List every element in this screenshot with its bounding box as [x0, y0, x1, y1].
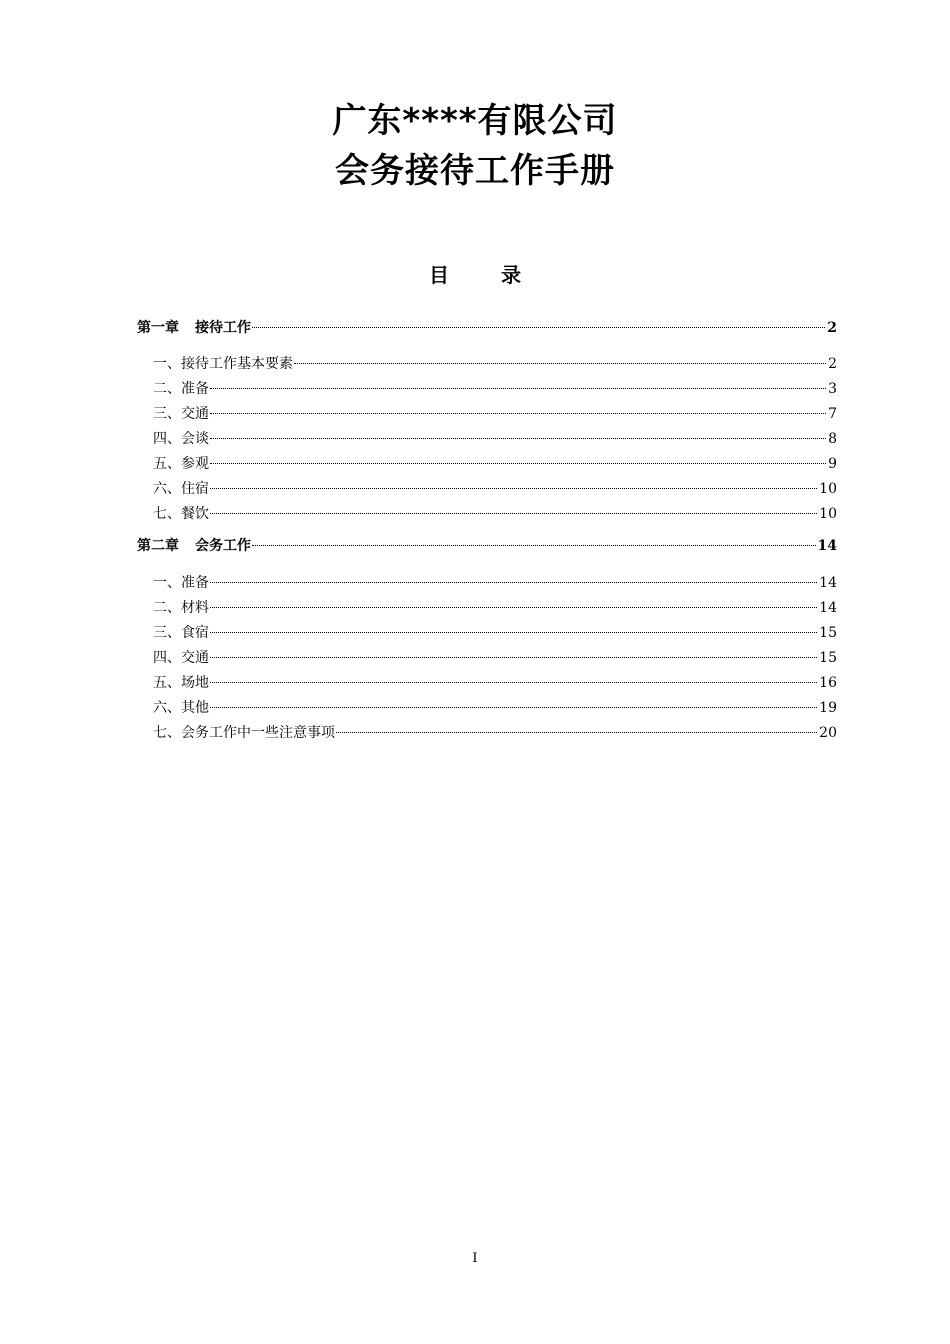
toc-leader-dots: [210, 631, 817, 633]
toc-leader-dots: [210, 412, 826, 414]
toc-page-number: 19: [819, 700, 837, 716]
toc-leader-dots: [210, 387, 826, 389]
toc-leader-dots: [210, 706, 817, 708]
toc-page-number: 2: [827, 320, 837, 336]
toc-section-2-4[interactable]: [137, 646, 837, 671]
toc-leader-dots: [294, 362, 826, 364]
page-footer: [0, 1250, 950, 1268]
toc-leader-dots: [210, 681, 817, 683]
toc-section-2-5[interactable]: [137, 671, 837, 696]
toc-section-2-1[interactable]: [137, 571, 837, 596]
toc-section-2-2[interactable]: [137, 596, 837, 621]
toc-leader-dots: [252, 326, 825, 328]
toc-page-number: 15: [819, 625, 837, 641]
toc-leader-dots: [336, 731, 817, 733]
toc-section-label: 七、会务工作中一些注意事项: [153, 725, 335, 741]
toc-page-number: 20: [819, 725, 837, 741]
footer-page-number: I: [472, 1251, 478, 1266]
toc-leader-dots: [210, 656, 817, 658]
toc-section-1-5[interactable]: [137, 452, 837, 477]
toc-section-label: 四、交通: [153, 650, 209, 666]
toc-section-1-6[interactable]: [137, 477, 837, 502]
toc-leader-dots: [210, 462, 826, 464]
toc-section-2-7[interactable]: [137, 721, 837, 746]
toc-heading: [0, 260, 950, 290]
toc-section-label: 七、餐饮: [153, 506, 209, 522]
toc-heading-left: 目: [429, 263, 449, 287]
toc-chapter-title: 会务工作: [195, 538, 251, 554]
toc-section-label: 三、食宿: [153, 625, 209, 641]
toc-page-number: 16: [819, 675, 837, 691]
toc-section-2-3[interactable]: [137, 621, 837, 646]
toc-leader-dots: [210, 437, 826, 439]
toc-section-label: 六、其他: [153, 700, 209, 716]
toc-section-label: 三、交通: [153, 406, 209, 422]
toc-section-label: 二、准备: [153, 381, 209, 397]
toc-section-label: 二、材料: [153, 600, 209, 616]
toc-section-2-6[interactable]: [137, 696, 837, 721]
toc-section-label: 一、接待工作基本要素: [153, 356, 293, 372]
title-line-company: 广东****有限公司: [332, 101, 618, 141]
toc-section-label: 一、准备: [153, 575, 209, 591]
toc-section-1-1[interactable]: [137, 352, 837, 377]
toc-page-number: 10: [819, 506, 837, 522]
toc-section-label: 六、住宿: [153, 481, 209, 497]
toc-leader-dots: [252, 544, 816, 546]
toc-page-number: 8: [828, 431, 837, 447]
table-of-contents: [137, 316, 837, 746]
document-title: [0, 96, 950, 196]
toc-page-number: 7: [828, 406, 837, 422]
toc-leader-dots: [210, 487, 817, 489]
toc-leader-dots: [210, 512, 817, 514]
toc-leader-dots: [210, 581, 817, 583]
toc-page-number: 10: [819, 481, 837, 497]
toc-page-number: 14: [819, 575, 837, 591]
toc-chapter-number: 第二章: [137, 538, 179, 554]
toc-chapter-number: 第一章: [137, 320, 179, 336]
title-line-manual: 会务接待工作手册: [335, 151, 615, 191]
toc-page-number: 14: [817, 538, 837, 554]
toc-chapter-1[interactable]: [137, 316, 837, 341]
toc-page-number: 14: [819, 600, 837, 616]
toc-section-label: 四、会谈: [153, 431, 209, 447]
toc-section-1-7[interactable]: [137, 502, 837, 527]
toc-page-number: 9: [828, 456, 837, 472]
toc-section-label: 五、场地: [153, 675, 209, 691]
toc-page-number: 15: [819, 650, 837, 666]
toc-chapter-title: 接待工作: [195, 320, 251, 336]
toc-section-label: 五、参观: [153, 456, 209, 472]
toc-page-number: 3: [828, 381, 837, 397]
toc-section-1-3[interactable]: [137, 402, 837, 427]
toc-page-number: 2: [828, 356, 837, 372]
toc-leader-dots: [210, 606, 817, 608]
toc-chapter-2[interactable]: [137, 534, 837, 559]
toc-heading-right: 录: [501, 263, 521, 287]
toc-section-1-2[interactable]: [137, 377, 837, 402]
toc-section-1-4[interactable]: [137, 427, 837, 452]
